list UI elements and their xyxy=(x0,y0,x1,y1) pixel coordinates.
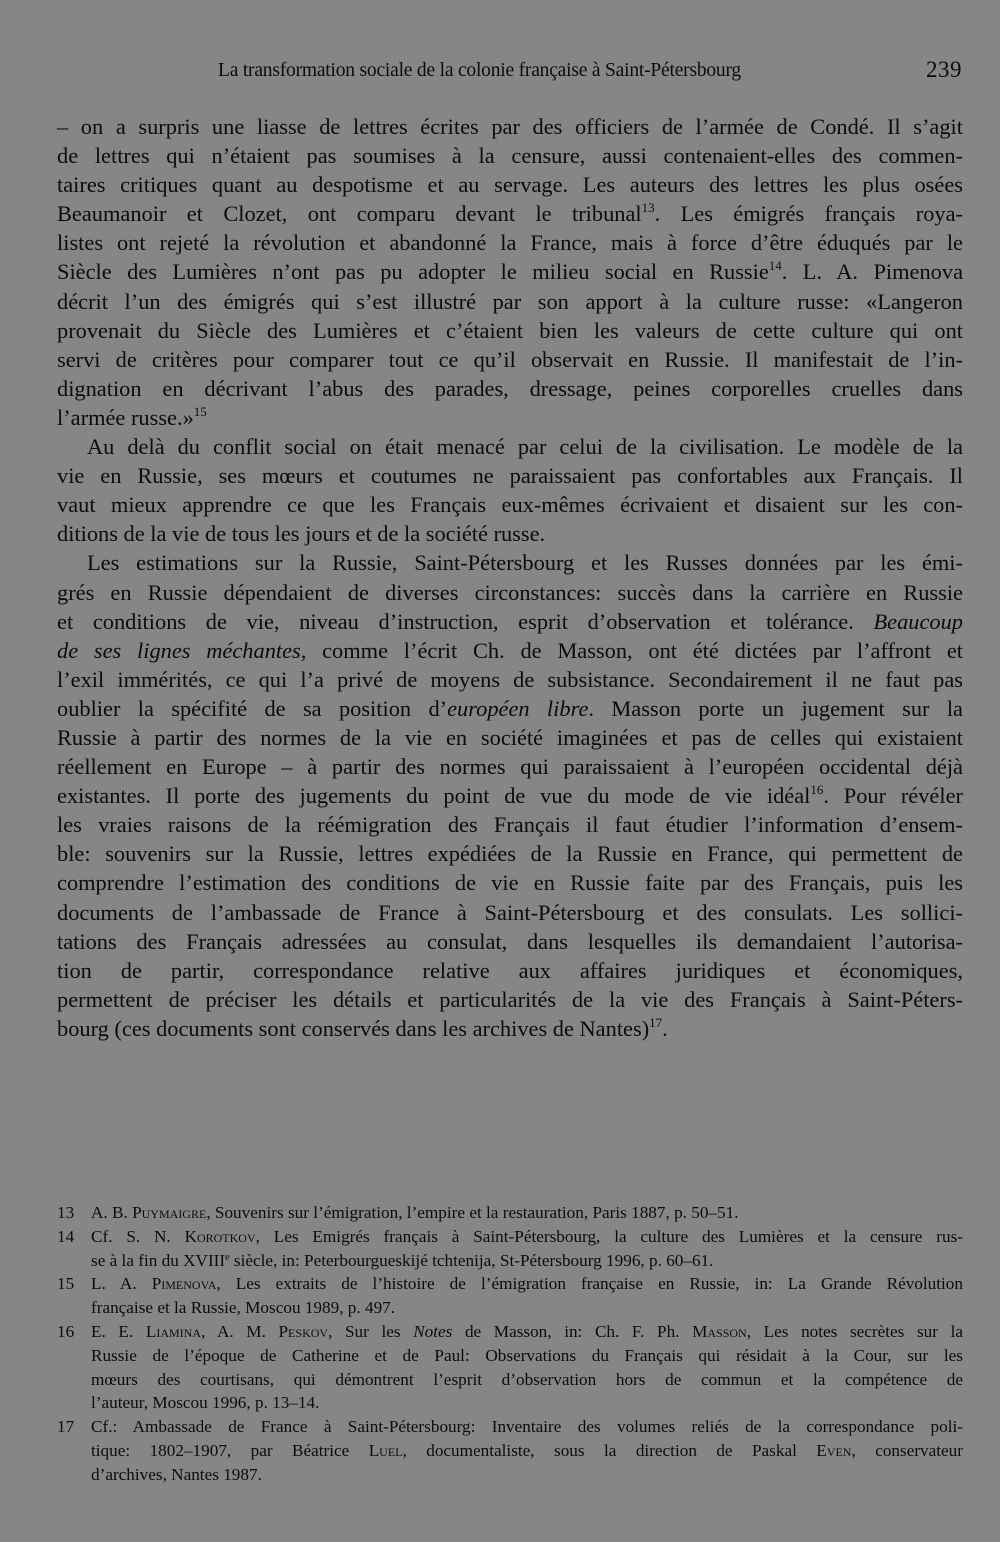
footnote-ref-13[interactable]: 13 xyxy=(641,200,655,216)
text-segment: . Pour révéler xyxy=(823,783,963,809)
footnote-line: Cf.: Ambassade de France à Saint-Pétersbourg: Inventaire des volumes reliés de la correspondance poli- xyxy=(91,1417,963,1437)
text-line: Russie à partir des normes de la vie en société imaginées et pas de celles qui existaient xyxy=(57,724,963,750)
footnote-line: d’archives, Nantes 1987. xyxy=(91,1464,262,1484)
author-name: Liamina xyxy=(145,1321,201,1341)
text-line: tion de partir, correspondance relative aux affaires juridiques et économiques, xyxy=(57,957,963,983)
footnote-ref-17[interactable]: 17 xyxy=(649,1014,663,1030)
text-segment: . xyxy=(662,1015,668,1041)
footnote-14 xyxy=(57,1225,963,1273)
footnote-line xyxy=(91,1320,963,1344)
footnote-line xyxy=(91,1201,963,1225)
text-line: vaut mieux apprendre ce que les Français eux-mêmes écrivaient et disaient sur les con- xyxy=(57,492,963,518)
text-line: taires critiques quant au despotisme et au servage. Les auteurs des lettres les plus osées xyxy=(57,172,963,198)
text-segment: . L. A. Pimenova xyxy=(781,259,964,285)
text-line xyxy=(57,403,963,432)
text-line: vie en Russie, ses mœurs et coutumes ne paraissaient pas confortables aux Français. Il xyxy=(57,463,963,489)
text-segment: Beaumanoir et Clozet, ont comparu devant le tribunal xyxy=(57,201,642,227)
main-text xyxy=(57,112,963,1043)
author-name: Puymaigre xyxy=(132,1203,207,1222)
text-line xyxy=(57,636,963,665)
footnote-number: 15 xyxy=(57,1274,75,1294)
text-line: réellement en Europe – à partir des normes qui paraissaient à l’européen occidental déjà xyxy=(57,754,963,780)
text-line: Au delà du conflit social on était menacé par celui de la civilisation. Le modèle de la xyxy=(87,434,963,460)
text-segment: . Les émigrés français roya- xyxy=(654,201,963,227)
text-line: de lettres qui n’étaient pas soumises à la censure, aussi contenaient-elles des commen- xyxy=(57,143,963,169)
text-line xyxy=(57,694,963,723)
footnote-text xyxy=(91,1201,963,1225)
text-segment: . Masson porte un jugement sur la xyxy=(588,695,963,721)
page-number: 239 xyxy=(926,57,962,82)
text-segment: , Les Emigrés français à Saint-Pétersbourg, la culture des Lumières et la censure rus- xyxy=(255,1226,963,1246)
text-line xyxy=(57,781,963,810)
footnote-13 xyxy=(57,1201,963,1225)
text-segment: A. B. xyxy=(91,1203,133,1222)
footnote-number: 14 xyxy=(57,1226,75,1246)
footnotes xyxy=(57,1201,963,1487)
footnote-line xyxy=(91,1225,963,1249)
text-segment: existantes. Il porte des jugements du point de vue du mode de vie idéal xyxy=(57,783,811,809)
footnote-ref-14[interactable]: 14 xyxy=(768,258,782,274)
text-segment: , Sur les xyxy=(328,1321,414,1341)
author-name: Masson xyxy=(692,1321,747,1341)
author-name: Pimenova xyxy=(151,1274,217,1294)
footnote-text xyxy=(91,1415,963,1486)
text-line: tations des Français adressées au consulat, dans lesquelles ils demandaient l’autorisa- xyxy=(57,928,963,954)
text-segment: , conservateur xyxy=(851,1440,963,1460)
text-segment: E. E. xyxy=(91,1321,146,1341)
text-segment: , documentaliste, sous la direction de Paskal xyxy=(402,1440,817,1460)
text-segment: , A. M. xyxy=(201,1321,279,1341)
text-line: permettent de préciser les détails et particularités de la vie des Français à Saint-Péters- xyxy=(57,986,963,1012)
text-segment: Siècle des Lumières n’ont pas pu adopter le milieu social en Russie xyxy=(57,259,769,285)
text-line: documents de l’ambassade de France à Saint-Pétersbourg et des consulats. Les sollici- xyxy=(57,899,963,925)
footnote-line xyxy=(91,1249,963,1273)
footnote-line: mœurs des courtisans, qui démontrent l’esprit d’observation hors de commun et la compétence de xyxy=(91,1369,963,1389)
italic-segment: européen libre xyxy=(447,695,589,721)
text-line: dignation en décrivant l’abus des parades, dressage, peines corporelles cruelles dans xyxy=(57,375,963,401)
text-line: comprendre l’estimation des conditions de vie en Russie faite par des Français, puis les xyxy=(57,870,963,896)
footnote-text xyxy=(91,1225,963,1273)
footnote-ref-16[interactable]: 16 xyxy=(810,782,824,798)
text-segment: de Masson, in: Ch. F. Ph. xyxy=(452,1321,693,1341)
text-segment: et conditions de vie, niveau d’instruction, esprit d’observation et tolérance. xyxy=(57,608,874,634)
author-name: Luel xyxy=(368,1440,403,1460)
footnote-number: 17 xyxy=(57,1417,75,1437)
footnote-line: Russie de l’époque de Catherine et de Paul: Observations du Français qui résidait à la Cour, sur les xyxy=(91,1345,963,1365)
footnote-line: française et la Russie, Moscou 1989, p. 497. xyxy=(91,1298,396,1318)
text-line xyxy=(57,1014,963,1043)
text-segment: tique: 1802–1907, par Béatrice xyxy=(91,1440,369,1460)
superscript: e xyxy=(225,1251,230,1263)
text-segment: l’armée russe.» xyxy=(57,404,194,430)
footnote-17 xyxy=(57,1415,963,1486)
author-name: Even xyxy=(816,1440,852,1460)
footnote-ref-15[interactable]: 15 xyxy=(193,403,207,419)
text-segment: , Les notes secrètes sur la xyxy=(746,1321,964,1341)
text-line: listes ont rejeté la révolution et abandonné la France, mais à force d’être éduqués par le xyxy=(57,230,963,256)
footnote-line: l’auteur, Moscou 1996, p. 13–14. xyxy=(91,1393,320,1413)
text-line: Les estimations sur la Russie, Saint-Pétersbourg et les Russes données par les émi- xyxy=(87,550,963,576)
text-segment: , Les extraits de l’histoire de l’émigration française en Russie, in: La Grande Révolution xyxy=(216,1274,963,1294)
text-line: servi de critères pour comparer tout ce qu’il observait en Russie. Il manifestait de l’in- xyxy=(57,346,963,372)
author-name: Korotkov xyxy=(184,1226,256,1246)
text-line xyxy=(57,257,963,286)
footnote-text xyxy=(91,1320,963,1415)
italic-segment: Beaucoup xyxy=(873,608,963,634)
text-line: – on a surpris une liasse de lettres écrites par des officiers de l’armée de Condé. Il s’agit xyxy=(57,114,963,139)
text-line: grés en Russie dépendaient de diverses circonstances: succès dans la carrière en Russie xyxy=(57,579,963,605)
footnote-line xyxy=(91,1272,963,1296)
footnote-15 xyxy=(57,1272,963,1320)
text-segment: , Souvenirs sur l’émigration, l’empire et la restauration, Paris 1887, p. 50–51. xyxy=(206,1203,739,1222)
author-name: Peskov xyxy=(278,1321,329,1341)
running-title: La transformation sociale de la colonie française à Saint-Pétersbourg xyxy=(218,60,741,81)
italic-segment: Notes xyxy=(413,1321,453,1341)
text-segment: L. A. xyxy=(91,1274,152,1294)
text-segment: bourg (ces documents sont conservés dans les archives de Nantes) xyxy=(57,1015,650,1041)
text-line: l’exil immérités, ce qui l’a privé de moyens de subsistance. Secondairement il ne faut pas xyxy=(57,666,963,692)
footnote-16 xyxy=(57,1320,963,1415)
text-segment: se à la fin du XVIII xyxy=(91,1250,226,1270)
text-line xyxy=(57,607,963,636)
text-line: les vraies raisons de la réémigration des Français il faut étudier l’information d’ensem- xyxy=(57,812,963,838)
text-segment: siècle, in: Peterbourgueskijé tchtenija, St-Pétersbourg 1996, p. 60–61. xyxy=(229,1250,714,1270)
italic-segment: de ses lignes méchantes, xyxy=(57,637,307,663)
text-segment: Cf. S. N. xyxy=(91,1226,185,1246)
footnote-text xyxy=(91,1272,963,1320)
footnote-number: 13 xyxy=(57,1203,75,1222)
text-segment: comme l’écrit Ch. de Masson, ont été dictées par l’affront et xyxy=(306,637,963,663)
text-line: provenait du Siècle des Lumières et c’étaient bien les valeurs de cette culture qui ont xyxy=(57,317,963,343)
text-line xyxy=(57,199,963,228)
footnote-number: 16 xyxy=(57,1321,75,1341)
text-line: décrit l’un des émigrés qui s’est illustré par son apport à la culture russe: «Langeron xyxy=(57,288,963,314)
text-line: ble: souvenirs sur la Russie, lettres expédiées de la Russie en France, qui permettent de xyxy=(57,841,963,867)
text-segment: oublier la spécifité de sa position d’ xyxy=(57,695,448,721)
text-line: ditions de la vie de tous les jours et de la société russe. xyxy=(57,521,546,547)
footnote-line xyxy=(91,1439,963,1463)
